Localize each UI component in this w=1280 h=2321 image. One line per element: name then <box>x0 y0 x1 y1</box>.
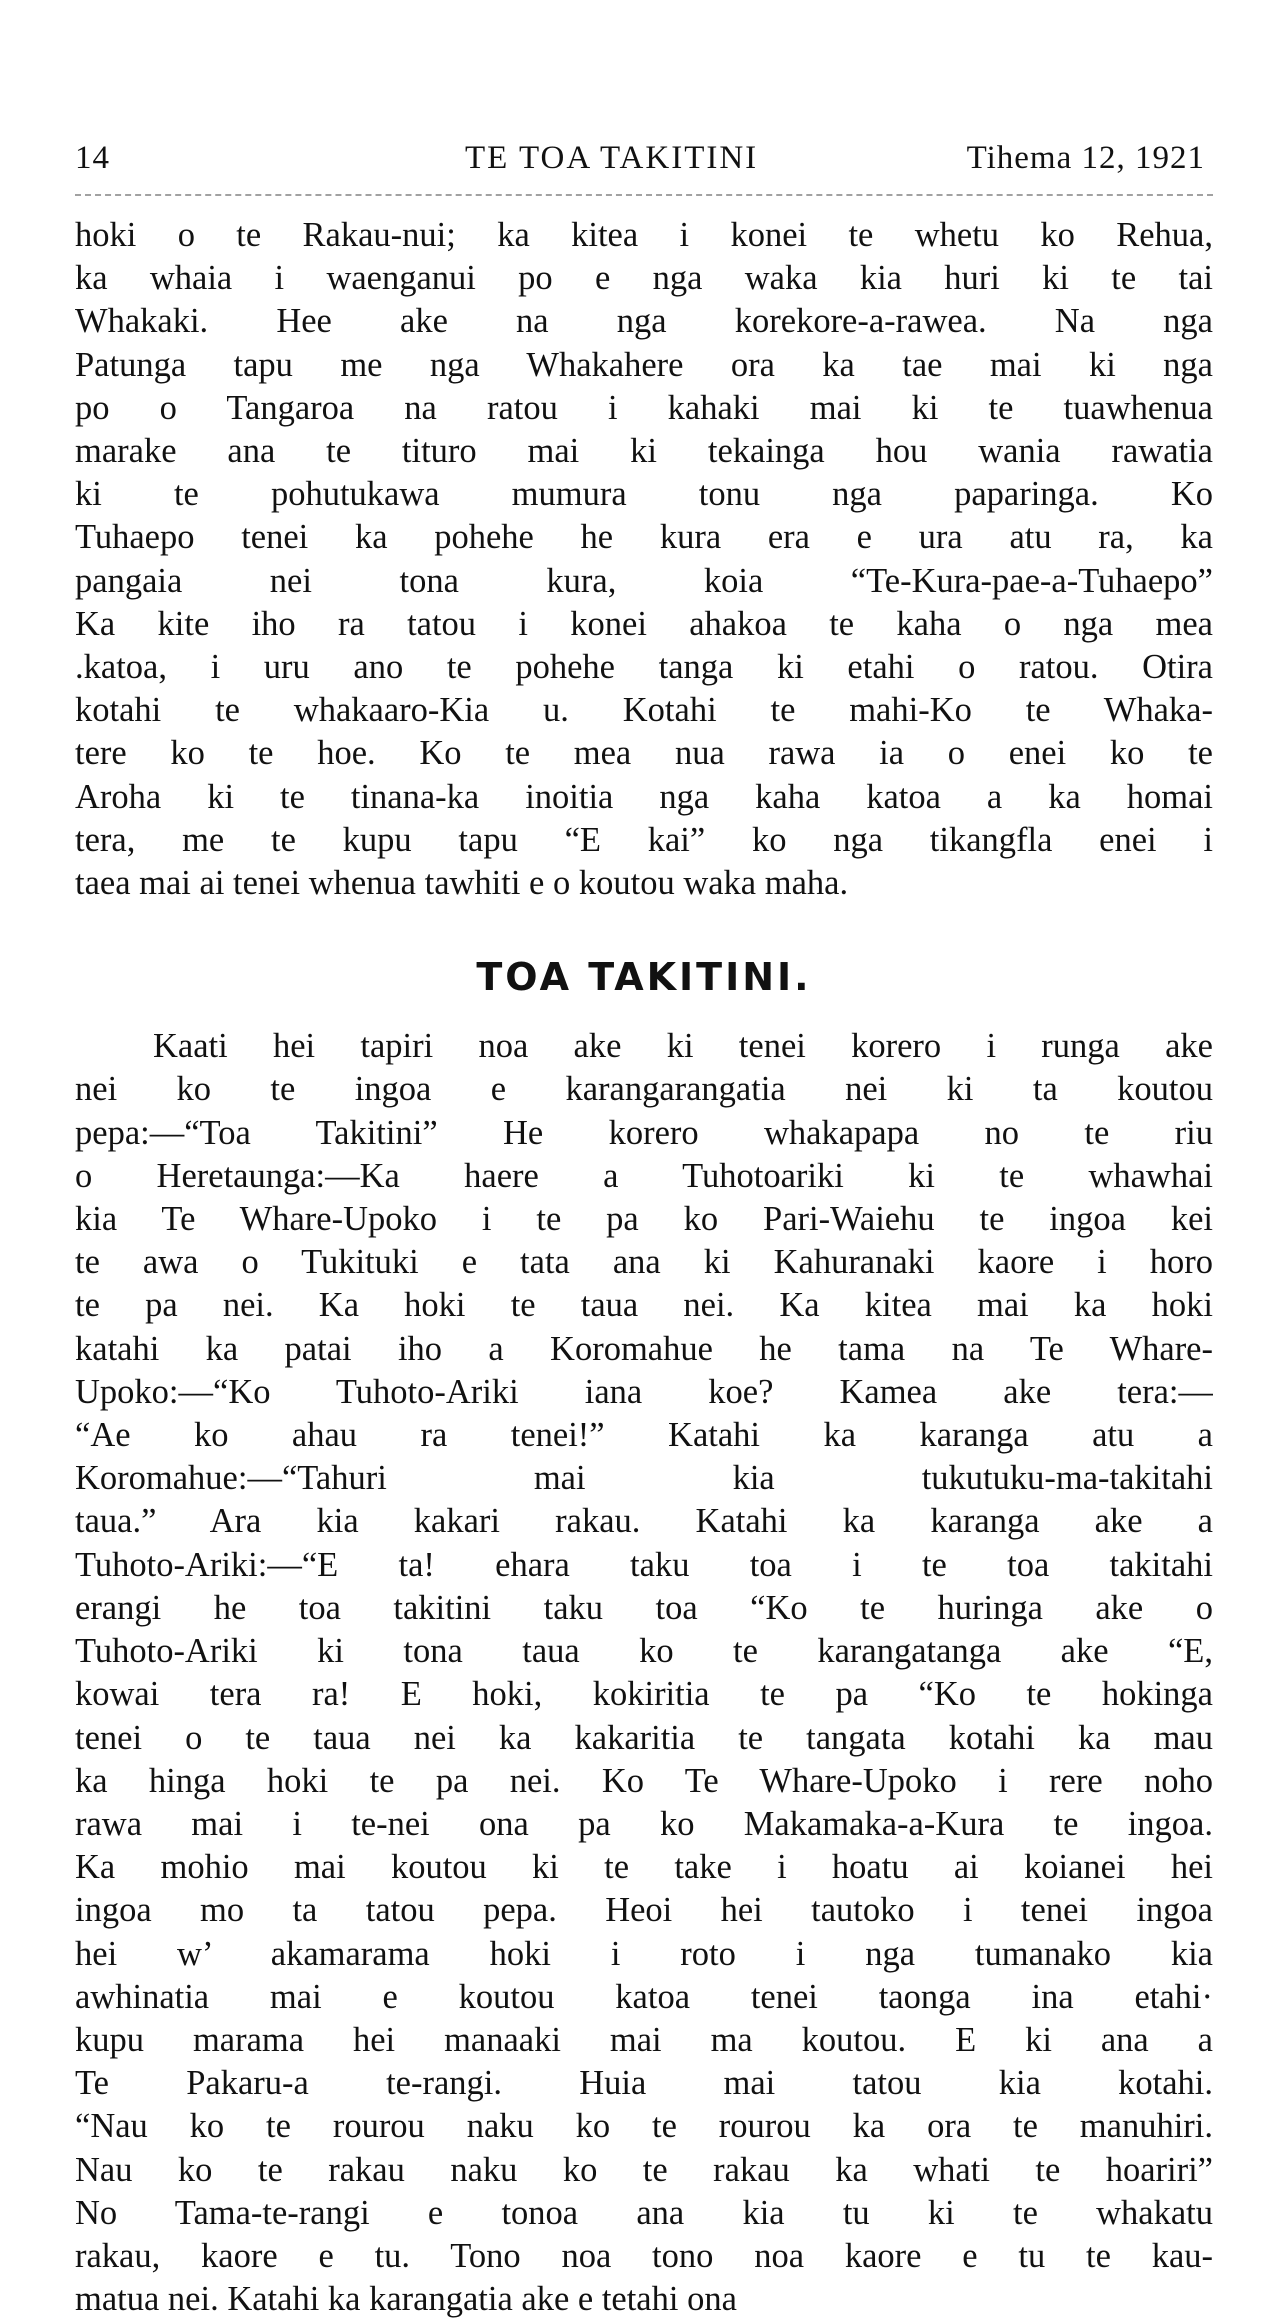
text-line: te awa o Tukituki e tata ana ki Kahuranaki kaore i horo <box>75 1243 1213 1282</box>
text-line: Patunga tapu me nga Whakahere ora ka tae mai ki nga <box>75 345 1213 384</box>
text-line: .katoa, i uru ano te pohehe tanga ki etahi o ratou. Otira <box>75 648 1213 687</box>
text-line: tere ko te hoe. Ko te mea nua rawa ia o enei ko te <box>75 734 1213 773</box>
text-line: Tuhoto-Ariki:—“E ta! ehara taku toa i te toa takitahi <box>75 1545 1213 1584</box>
section-heading: TOA TAKITINI. <box>476 955 812 1000</box>
text-line: taua.” Ara kia kakari rakau. Katahi ka karanga ake a <box>75 1502 1213 1541</box>
text-line: “Ae ko ahau ra tenei!” Katahi ka karanga atu a <box>75 1416 1213 1455</box>
text-line: Tuhoto-Ariki ki tona taua ko te karangatanga ake “E, <box>75 1632 1213 1671</box>
text-line: matua nei. Katahi ka karangatia ake e tetahi ona <box>75 2280 737 2319</box>
text-line: awhinatia mai e koutou katoa tenei taonga ina etahi· <box>75 1977 1213 2016</box>
issue-date: Tihema 12, 1921 <box>966 140 1205 176</box>
text-line: kotahi te whakaaro-Kia u. Kotahi te mahi-Ko te Whaka- <box>75 691 1213 730</box>
text-line: Ka mohio mai koutou ki te take i hoatu ai koianei hei <box>75 1848 1213 1887</box>
text-line: Whakaki. Hee ake na nga korekore-a-rawea. Na nga <box>75 302 1213 341</box>
section-paragraph <box>75 1025 1213 2321</box>
text-line: Upoko:—“Ko Tuhoto-Ariki iana koe? Kamea ake tera:— <box>75 1372 1213 1411</box>
text-line: rakau, kaore e tu. Tono noa tono noa kaore e tu te kau- <box>75 2236 1213 2275</box>
header-rule <box>75 194 1213 196</box>
text-line: ka hinga hoki te pa nei. Ko Te Whare-Upoko i rere noho <box>75 1761 1213 1800</box>
text-line: katahi ka patai iho a Koromahue he tama na Te Whare- <box>75 1329 1213 1368</box>
page-number: 14 <box>75 140 110 176</box>
text-line: po o Tangaroa na ratou i kahaki mai ki te tuawhenua <box>75 388 1213 427</box>
text-line: pangaia nei tona kura, koia “Te-Kura-pae-a-Tuhaepo” <box>75 561 1213 600</box>
text-line: ka whaia i waenganui po e nga waka kia huri ki te tai <box>75 259 1213 298</box>
text-line: kowai tera ra! E hoki, kokiritia te pa “Ko te hokinga <box>75 1675 1213 1714</box>
text-line: Aroha ki te tinana-ka inoitia nga kaha katoa a ka homai <box>75 777 1213 816</box>
text-line: Tuhaepo tenei ka pohehe he kura era e ura atu ra, ka <box>75 518 1213 557</box>
text-line: No Tama-te-rangi e tonoa ana kia tu ki te whakatu <box>75 2193 1213 2232</box>
text-line: kupu marama hei manaaki mai ma koutou. E ki ana a <box>75 2020 1213 2059</box>
publication-title: TE TOA TAKITINI <box>465 140 759 176</box>
text-line: Koromahue:—“Tahuri mai kia tukutuku-ma-takitahi <box>75 1459 1213 1498</box>
text-line: ingoa mo ta tatou pepa. Heoi hei tautoko i tenei ingoa <box>75 1891 1213 1930</box>
text-line: Kaati hei tapiri noa ake ki tenei korero i runga ake <box>153 1027 1213 1066</box>
text-line: o Heretaunga:—Ka haere a Tuhotoariki ki te whawhai <box>75 1156 1213 1195</box>
text-line: kia Te Whare-Upoko i te pa ko Pari-Waiehu te ingoa kei <box>75 1200 1213 1239</box>
text-line: Te Pakaru-a te-rangi. Huia mai tatou kia kotahi. <box>75 2064 1213 2103</box>
text-line: taea mai ai tenei whenua tawhiti e o koutou waka maha. <box>75 864 849 903</box>
text-line: hei w’ akamarama hoki i roto i nga tumanako kia <box>75 1934 1213 1973</box>
text-line: marake ana te tituro mai ki tekainga hou wania rawatia <box>75 432 1213 471</box>
document-page <box>75 140 1213 2321</box>
text-line: erangi he toa takitini taku toa “Ko te huringa ake o <box>75 1588 1213 1627</box>
text-line: nei ko te ingoa e karangarangatia nei ki ta koutou <box>75 1070 1213 1109</box>
text-line: hoki o te Rakau-nui; ka kitea i konei te whetu ko Rehua, <box>75 216 1213 254</box>
text-line: rawa mai i te-nei ona pa ko Makamaka-a-Kura te ingoa. <box>75 1804 1213 1843</box>
paragraph-continued <box>75 214 1213 905</box>
text-line: Nau ko te rakau naku ko te rakau ka whati te hoariri” <box>75 2150 1213 2189</box>
text-line: “Nau ko te rourou naku ko te rourou ka ora te manuhiri. <box>75 2107 1213 2146</box>
running-head <box>75 140 1213 188</box>
text-line: tenei o te taua nei ka kakaritia te tangata kotahi ka mau <box>75 1718 1213 1757</box>
text-line: Ka kite iho ra tatou i konei ahakoa te kaha o nga mea <box>75 604 1213 643</box>
text-line: te pa nei. Ka hoki te taua nei. Ka kitea mai ka hoki <box>75 1286 1213 1325</box>
text-line: ki te pohutukawa mumura tonu nga paparinga. Ko <box>75 475 1213 514</box>
text-line: pepa:—“Toa Takitini” He korero whakapapa no te riu <box>75 1113 1213 1152</box>
text-line: tera, me te kupu tapu “E kai” ko nga tikangfla enei i <box>75 820 1213 859</box>
